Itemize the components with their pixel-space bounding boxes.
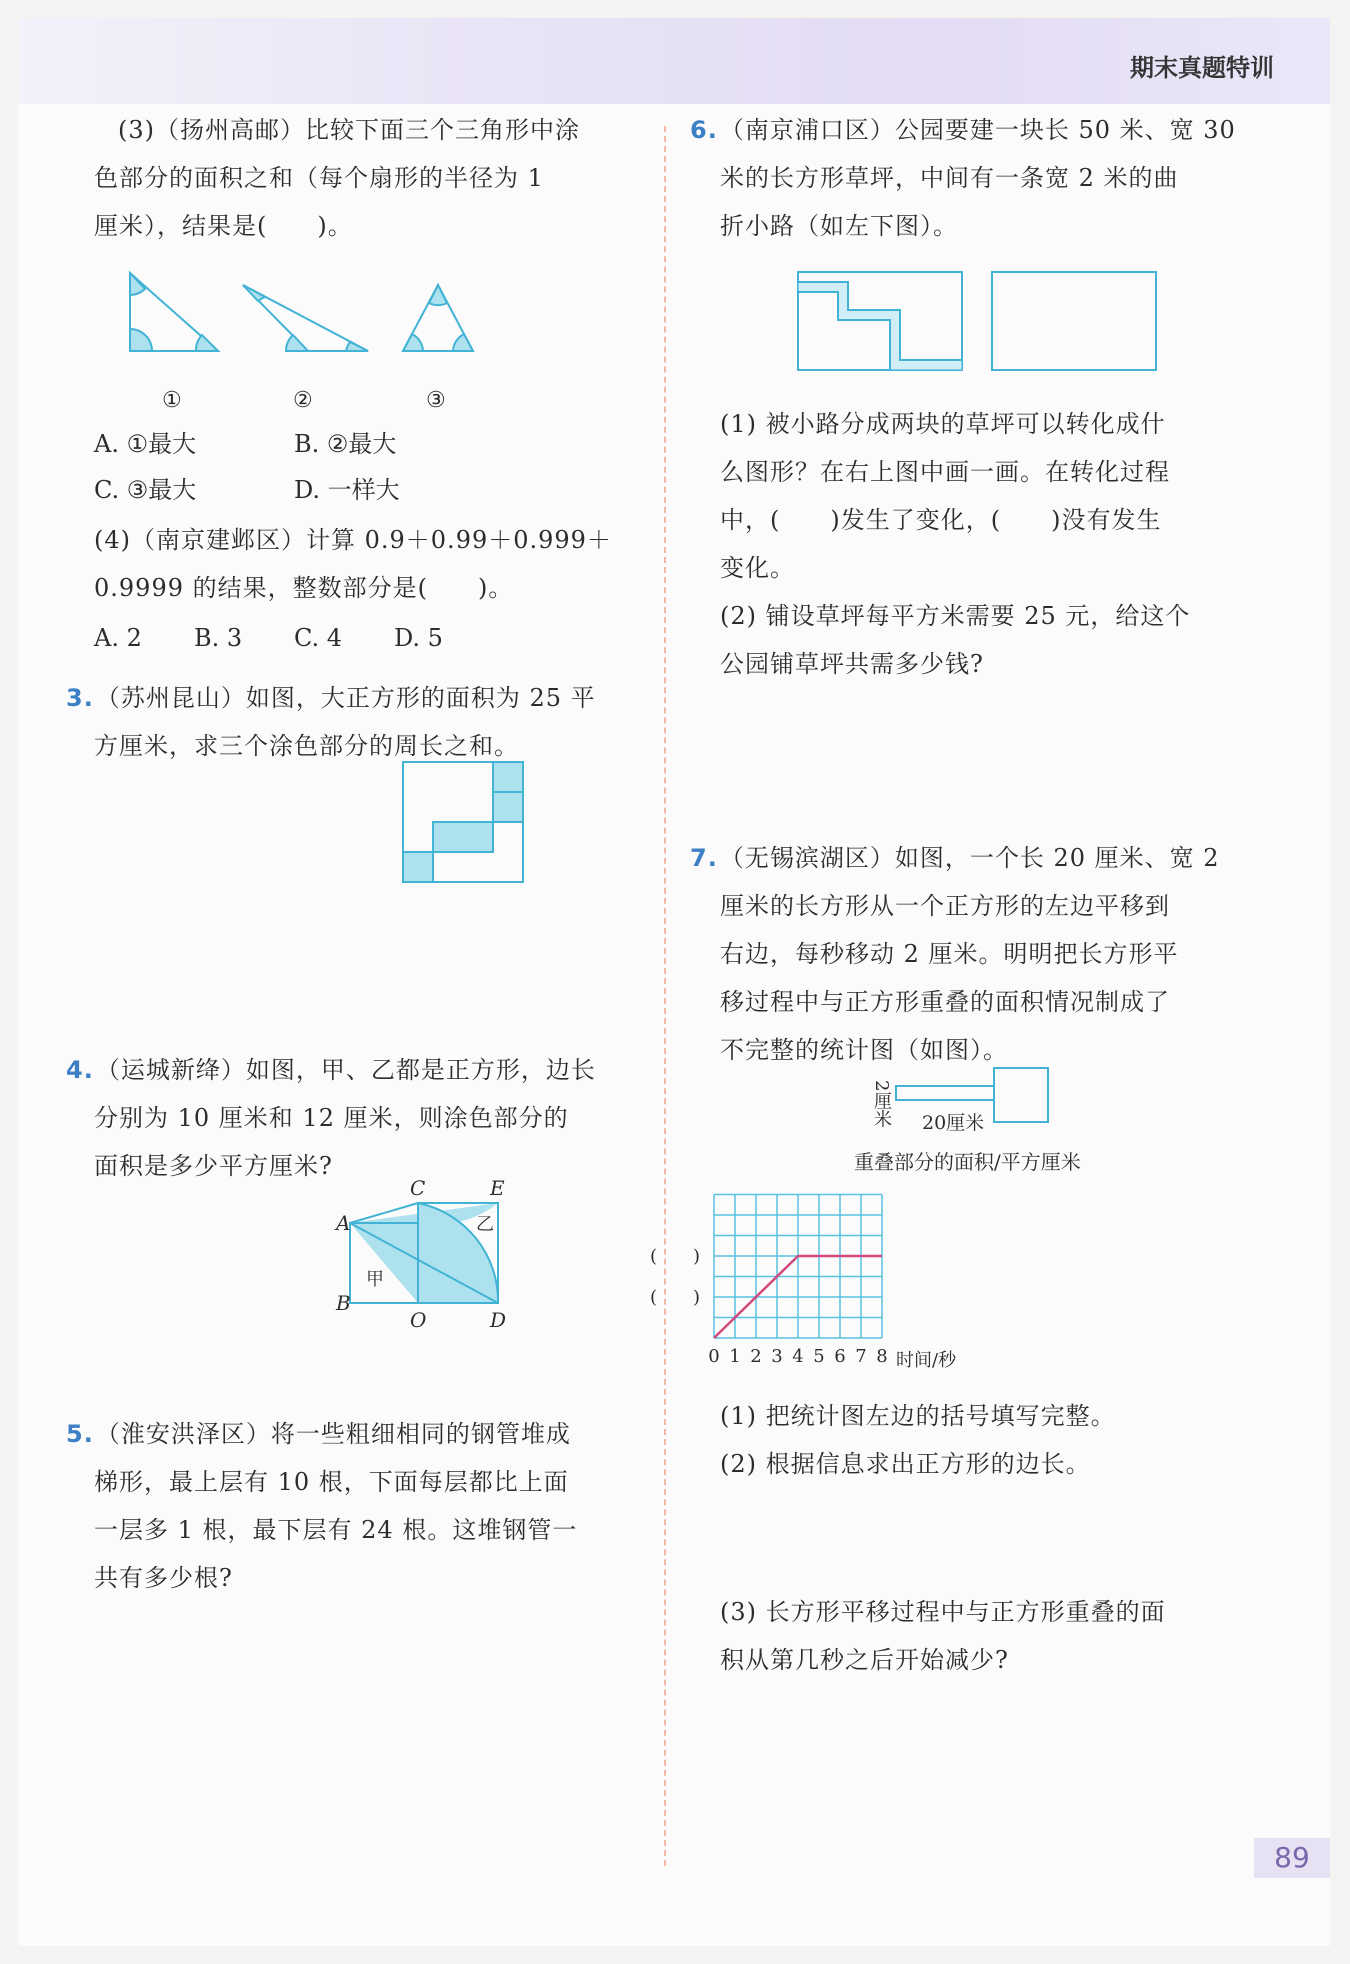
q6-sub1-line1: (1) 被小路分成两块的草坪可以转化成什 [720, 410, 1166, 438]
q4-line1 [66, 1046, 596, 1094]
x-tick-label-2: 2 [750, 1346, 762, 1367]
q6-sub1-line3: 中，( )发生了变化，( )没有发生 [720, 506, 1162, 534]
q2-4-option-a: A. 2 [94, 624, 142, 652]
q7-number: 7. [690, 844, 718, 872]
q5-line2: 梯形，最上层有 10 根，下面每层都比上面 [94, 1468, 569, 1496]
q3-square-figure [401, 760, 527, 886]
q2-4-option-b: B. 3 [194, 624, 243, 652]
q2-4-option-d: D. 5 [394, 624, 443, 652]
q6-line2: 米的长方形草坪，中间有一条宽 2 米的曲 [720, 164, 1179, 192]
q7-sub3-line1: (3) 长方形平移过程中与正方形重叠的面 [720, 1598, 1166, 1626]
header-title: 期末真题特训 [1130, 54, 1274, 82]
header-band [18, 18, 1330, 104]
x-tick-label-5: 5 [813, 1346, 825, 1367]
q7-sub2: (2) 根据信息求出正方形的边长。 [720, 1450, 1091, 1478]
q7-line2: 厘米的长方形从一个正方形的左边平移到 [720, 892, 1170, 920]
q3-line2: 方厘米，求三个涂色部分的周长之和。 [94, 732, 519, 760]
q7-sub1: (1) 把统计图左边的括号填写完整。 [720, 1402, 1116, 1430]
q4-line2: 分别为 10 厘米和 12 厘米，则涂色部分的 [94, 1104, 569, 1132]
q4-label-b: B [336, 1291, 351, 1315]
fig-label-2: ② [293, 388, 313, 413]
column-divider [664, 126, 666, 1866]
q7-line1 [690, 834, 1220, 882]
x-tick-label-1: 1 [729, 1346, 741, 1367]
empty-lawn-rect [992, 272, 1156, 370]
q2-3-line3: 厘米），结果是( )。 [94, 212, 353, 240]
q4-label-d: D [490, 1308, 507, 1332]
triangles-figure [118, 273, 498, 383]
q6-lawn-figures [796, 270, 1176, 380]
q4-label-jia: 甲 [366, 1269, 384, 1290]
q7-length-label: 20厘米 [922, 1112, 985, 1134]
sector-2b [243, 285, 265, 301]
q6-text1: （南京浦口区）公园要建一块长 50 米、宽 30 [719, 116, 1236, 144]
sector-3a [403, 334, 423, 351]
q3-line1 [66, 674, 596, 722]
q2-3-option-b: B. ②最大 [294, 430, 397, 458]
q2-3-option-d: D. 一样大 [294, 476, 400, 504]
q5-number: 5. [66, 1420, 94, 1448]
overlap-area-chart [618, 1176, 1178, 1376]
q5-line3: 一层多 1 根，最下层有 24 根。这堆钢管一 [94, 1516, 578, 1544]
q5-line4: 共有多少根? [94, 1564, 233, 1592]
x-tick-label-3: 3 [771, 1346, 783, 1367]
q7-line3: 右边，每秒移动 2 厘米。明明把长方形平 [720, 940, 1179, 968]
q4-label-o: O [410, 1308, 427, 1332]
x-tick-label-0: 0 [708, 1346, 720, 1367]
sector-1a [130, 329, 152, 351]
x-tick-label-8: 8 [876, 1346, 888, 1367]
page-number: 89 [1254, 1838, 1330, 1878]
triangle-3 [403, 285, 473, 351]
q4-squares-figure [348, 1203, 528, 1323]
q2-3-option-a: A. ①最大 [94, 430, 197, 458]
q5-text1: （淮安洪泽区）将一些粗细相同的钢管堆成 [95, 1420, 571, 1448]
q4-shade-triangle [350, 1223, 418, 1303]
triangle-2 [243, 285, 368, 351]
q4-number: 4. [66, 1056, 94, 1084]
q2-4-option-c: C. 4 [294, 624, 343, 652]
chart-title: 重叠部分的面积/平方厘米 [854, 1150, 1081, 1174]
x-tick-label-7: 7 [855, 1346, 867, 1367]
q4-label-a: A [336, 1211, 351, 1235]
y-tick-label-1: ( ) [650, 1246, 701, 1267]
triangle-1 [130, 273, 218, 351]
q2-4-line2: 0.9999 的结果，整数部分是( )。 [94, 574, 514, 602]
q6-line1 [690, 106, 1236, 154]
sector-2a [286, 335, 308, 351]
q6-sub1-line2: 么图形？在右上图中画一画。在转化过程 [720, 458, 1170, 486]
worksheet-page [18, 18, 1330, 1946]
x-tick-label-6: 6 [834, 1346, 846, 1367]
q6-sub2-line2: 公园铺草坪共需多少钱? [720, 650, 984, 678]
q7-line4: 移过程中与正方形重叠的面积情况制成了 [720, 988, 1170, 1016]
sector-3b [453, 334, 473, 351]
fig-label-1: ① [162, 388, 182, 413]
lawn-with-path [798, 272, 962, 370]
q4-text1: （运城新绛）如图，甲、乙都是正方形，边长 [95, 1056, 596, 1084]
q4-label-e: E [490, 1176, 505, 1200]
q7-width-label: 2厘米 [871, 1080, 892, 1128]
fig-label-3: ③ [426, 388, 446, 413]
q6-sub2-line1: (2) 铺设草坪每平方米需要 25 元，给这个 [720, 602, 1191, 630]
q7-sub3-line2: 积从第几秒之后开始减少? [720, 1646, 1009, 1674]
q2-3-line2: 色部分的面积之和（每个扇形的半径为 1 [94, 164, 544, 192]
q3-text1: （苏州昆山）如图，大正方形的面积为 25 平 [95, 684, 596, 712]
q7-line5: 不完整的统计图（如图）。 [720, 1036, 1008, 1064]
sector-2c [346, 342, 368, 351]
q2-3-line1: (3)（扬州高邮）比较下面三个三角形中涂 [118, 116, 580, 144]
q2-4-line1: (4)（南京建邺区）计算 0.9＋0.99＋0.999＋ [94, 526, 612, 554]
q6-line3: 折小路（如左下图）。 [720, 212, 958, 240]
q6-number: 6. [690, 116, 718, 144]
q4-label-c: C [410, 1176, 426, 1200]
q4-line3: 面积是多少平方厘米? [94, 1152, 333, 1180]
q6-sub1-line4: 变化。 [720, 554, 795, 582]
q3-number: 3. [66, 684, 94, 712]
q4-label-yi: 乙 [476, 1214, 494, 1235]
y-tick-label-0: ( ) [650, 1287, 701, 1308]
x-axis-label: 时间/秒 [896, 1350, 957, 1371]
q2-3-option-c: C. ③最大 [94, 476, 197, 504]
x-tick-label-4: 4 [792, 1346, 804, 1367]
sector-1c [196, 335, 218, 351]
q7-text1: （无锡滨湖区）如图，一个长 20 厘米、宽 2 [719, 844, 1220, 872]
q5-line1 [66, 1410, 571, 1458]
